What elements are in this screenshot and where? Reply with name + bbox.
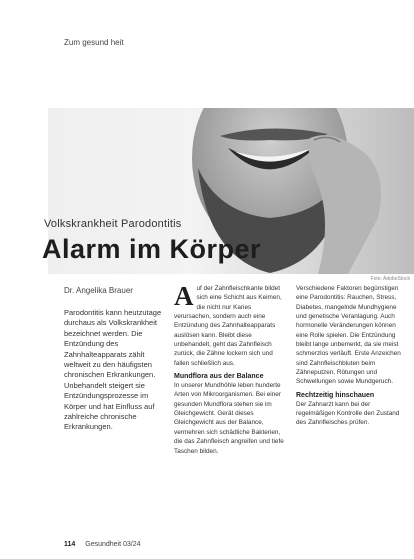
article-headline: Alarm im Körper [42, 234, 262, 264]
col3-paragraph-2: Der Zahnarzt kann bei der regelmäßigen Kontrolle den Zustand des Zahnfleisches prüfen. [296, 400, 400, 427]
subheading-mundflora: Mundflora aus der Balance [174, 373, 264, 381]
col3-paragraph-1: Verschiedene Faktoren begünstigen eine Parodontitis: Rauchen, Stress, Diabetes, mangelnde Mundhygiene und genetische Veranlagung. Auch hormonelle Veränderungen können eine Rolle spielen. Die Entzündung bleibt lange unbemerkt, da sie meist schmerzlos verläuft. Erste Anzeichen sind Zahnfleischbluten beim Zähneputzen, Rötungen und Schwellungen sowie Mundgeruch. [296, 285, 401, 386]
intro-text: Parodontitis kann heutzutage durchaus als Volkskrankheit bezeichnet werden. Die Entzündung des Zahnhalteapparats zählt weltweit zu den häufigsten chronischen Erkrankungen. Unbehandelt steigert sie Entzündungsprozesse im Körper und hat Einfluss auf zahlreiche chronische Erkrankungen. [64, 308, 162, 432]
page-footer [64, 541, 141, 548]
article-kicker: Volkskrankheit Parodontitis [44, 218, 182, 230]
page-number: 114 [64, 541, 76, 548]
dropcap: A [174, 281, 194, 311]
article-author: Dr. Angelika Brauer [64, 286, 133, 295]
col2-paragraph-2: In unserer Mundhöhle leben hunderte Arten von Mikroorganismen. Bei einer gesunden Mundflora stehen sie im Gleichgewicht. Gerät dieses Gleichgewicht aus der Balance, vermehren sich schädliche Bakterien, die das Zahnfleisch angreifen und tiefe Taschen bilden. [174, 382, 284, 455]
magazine-issue: Gesundheit 03/24 [85, 541, 141, 548]
article-column-2 [174, 281, 286, 456]
section-label: Zum gesund heit [64, 38, 124, 47]
article-column-3 [296, 284, 404, 428]
article-intro [64, 308, 168, 433]
subheading-rechtzeitig: Rechtzeitig hinschauen [296, 391, 375, 399]
photo-credit: Foto: AdobeStock [370, 276, 410, 282]
col2-paragraph-1-text: uf der Zahnfleischkante bildet sich eine Schicht aus Keimen, die nicht nur Karies verursachen, sondern auch eine Entzündung des Zahnhalteapparats auslösen kann. Bleibt diese unbehandelt, geht das Zahnfleisch zurück, die Zähne lockern sich und fallen schließlich aus. [174, 285, 282, 367]
col2-paragraph-1 [174, 281, 286, 368]
